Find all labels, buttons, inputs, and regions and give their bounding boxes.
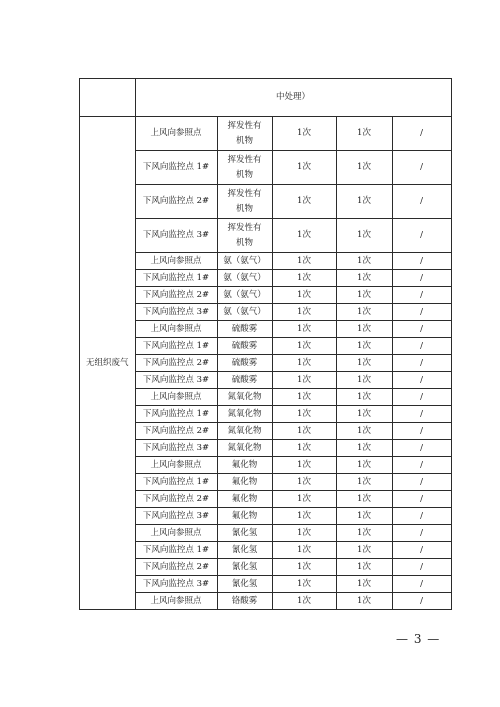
pollutant-cell: 硫酸雾 [217,321,272,338]
note-cell: / [392,491,451,508]
frequency-cell: 1次 [272,219,336,253]
monitoring-point-cell: 上风向参照点 [135,253,217,270]
table-row [80,491,452,508]
table-row [80,219,452,253]
note-cell: / [392,423,451,440]
table-row [80,338,452,355]
note-cell: / [392,355,451,372]
table-row [80,593,452,610]
frequency-cell: 1次 [272,389,336,406]
frequency-cell: 1次 [272,457,336,474]
count-cell: 1次 [336,338,392,355]
count-cell: 1次 [336,593,392,610]
monitoring-point-cell: 下风向监控点 3# [135,440,217,457]
frequency-cell: 1次 [272,287,336,304]
monitoring-point-cell: 下风向监控点 2# [135,491,217,508]
count-cell: 1次 [336,253,392,270]
frequency-cell: 1次 [272,576,336,593]
table-row [80,457,452,474]
count-cell: 1次 [336,151,392,185]
monitoring-point-cell: 下风向监控点 3# [135,304,217,321]
monitoring-table [79,78,452,610]
monitoring-point-cell: 下风向监控点 3# [135,576,217,593]
pollutant-cell: 氨（氨气） [217,270,272,287]
table-row [80,474,452,491]
pollutant-cell: 氮氧化物 [217,389,272,406]
monitoring-point-cell: 下风向监控点 1# [135,474,217,491]
note-cell: / [392,440,451,457]
note-cell: / [392,559,451,576]
pollutant-cell: 挥发性有机物 [217,151,272,185]
count-cell: 1次 [336,423,392,440]
note-cell: / [392,338,451,355]
table-row [80,270,452,287]
monitoring-point-cell: 下风向监控点 3# [135,219,217,253]
note-cell: / [392,508,451,525]
count-cell: 1次 [336,525,392,542]
pollutant-cell: 硫酸雾 [217,372,272,389]
frequency-cell: 1次 [272,185,336,219]
count-cell: 1次 [336,576,392,593]
count-cell: 1次 [336,219,392,253]
note-cell: / [392,253,451,270]
note-cell: / [392,389,451,406]
continued-text: 中处理） [135,79,451,117]
count-cell: 1次 [336,287,392,304]
monitoring-point-cell: 上风向参照点 [135,321,217,338]
count-cell: 1次 [336,372,392,389]
table-row [80,304,452,321]
frequency-cell: 1次 [272,372,336,389]
table-row [80,151,452,185]
monitoring-point-cell: 下风向监控点 3# [135,508,217,525]
note-cell: / [392,474,451,491]
count-cell: 1次 [336,355,392,372]
note-cell: / [392,304,451,321]
pollutant-cell: 氟化物 [217,508,272,525]
pollutant-cell: 氮氧化物 [217,440,272,457]
count-cell: 1次 [336,117,392,151]
table-row [80,355,452,372]
table-row [80,423,452,440]
pollutant-cell: 氰化氢 [217,542,272,559]
pollutant-cell: 挥发性有机物 [217,185,272,219]
pollutant-cell: 铬酸雾 [217,593,272,610]
note-cell: / [392,457,451,474]
count-cell: 1次 [336,559,392,576]
table-row [80,406,452,423]
monitoring-point-cell: 下风向监控点 3# [135,372,217,389]
frequency-cell: 1次 [272,559,336,576]
category-cell: 无组织废气 [80,117,136,610]
count-cell: 1次 [336,457,392,474]
count-cell: 1次 [336,321,392,338]
note-cell: / [392,542,451,559]
count-cell: 1次 [336,474,392,491]
pollutant-cell: 硫酸雾 [217,355,272,372]
count-cell: 1次 [336,270,392,287]
pollutant-cell: 挥发性有机物 [217,117,272,151]
table-row [80,389,452,406]
frequency-cell: 1次 [272,304,336,321]
table-row [80,525,452,542]
monitoring-point-cell: 下风向监控点 1# [135,270,217,287]
table-row [80,542,452,559]
monitoring-point-cell: 下风向监控点 2# [135,355,217,372]
monitoring-point-cell: 下风向监控点 2# [135,559,217,576]
note-cell: / [392,576,451,593]
frequency-cell: 1次 [272,542,336,559]
frequency-cell: 1次 [272,474,336,491]
frequency-cell: 1次 [272,355,336,372]
frequency-cell: 1次 [272,423,336,440]
pollutant-cell: 氟化物 [217,491,272,508]
note-cell: / [392,270,451,287]
count-cell: 1次 [336,508,392,525]
note-cell: / [392,593,451,610]
frequency-cell: 1次 [272,270,336,287]
frequency-cell: 1次 [272,593,336,610]
pollutant-cell: 氰化氢 [217,559,272,576]
note-cell: / [392,287,451,304]
table-row [80,287,452,304]
frequency-cell: 1次 [272,491,336,508]
table-row [80,117,452,151]
pollutant-cell: 氰化氢 [217,525,272,542]
table-row [80,440,452,457]
monitoring-point-cell: 上风向参照点 [135,117,217,151]
pollutant-cell: 硫酸雾 [217,338,272,355]
monitoring-point-cell: 上风向参照点 [135,593,217,610]
count-cell: 1次 [336,542,392,559]
continued-row [80,79,452,117]
table-row [80,321,452,338]
pollutant-cell: 氰化氢 [217,576,272,593]
count-cell: 1次 [336,440,392,457]
pollutant-cell: 氮氧化物 [217,423,272,440]
frequency-cell: 1次 [272,525,336,542]
monitoring-point-cell: 下风向监控点 2# [135,287,217,304]
frequency-cell: 1次 [272,321,336,338]
note-cell: / [392,185,451,219]
page-number: — 3 — [396,632,441,646]
monitoring-point-cell: 下风向监控点 1# [135,151,217,185]
monitoring-point-cell: 下风向监控点 1# [135,542,217,559]
frequency-cell: 1次 [272,338,336,355]
table-row [80,185,452,219]
pollutant-cell: 氟化物 [217,457,272,474]
pollutant-cell: 挥发性有机物 [217,219,272,253]
monitoring-point-cell: 上风向参照点 [135,457,217,474]
table-row [80,508,452,525]
frequency-cell: 1次 [272,440,336,457]
count-cell: 1次 [336,304,392,321]
frequency-cell: 1次 [272,406,336,423]
table-row [80,372,452,389]
pollutant-cell: 氨（氨气） [217,287,272,304]
pollutant-cell: 氨（氨气） [217,253,272,270]
note-cell: / [392,321,451,338]
pollutant-cell: 氟化物 [217,474,272,491]
table-row [80,576,452,593]
frequency-cell: 1次 [272,117,336,151]
frequency-cell: 1次 [272,253,336,270]
monitoring-point-cell: 下风向监控点 1# [135,338,217,355]
note-cell: / [392,525,451,542]
pollutant-cell: 氮氧化物 [217,406,272,423]
table-row [80,253,452,270]
monitoring-point-cell: 上风向参照点 [135,389,217,406]
table-row [80,559,452,576]
note-cell: / [392,219,451,253]
count-cell: 1次 [336,389,392,406]
monitoring-point-cell: 上风向参照点 [135,525,217,542]
note-cell: / [392,372,451,389]
note-cell: / [392,151,451,185]
count-cell: 1次 [336,491,392,508]
pollutant-cell: 氨（氨气） [217,304,272,321]
table-body [80,79,452,610]
count-cell: 1次 [336,185,392,219]
note-cell: / [392,406,451,423]
blank-cell [80,79,136,117]
count-cell: 1次 [336,406,392,423]
frequency-cell: 1次 [272,151,336,185]
note-cell: / [392,117,451,151]
monitoring-point-cell: 下风向监控点 2# [135,423,217,440]
frequency-cell: 1次 [272,508,336,525]
monitoring-point-cell: 下风向监控点 2# [135,185,217,219]
monitoring-point-cell: 下风向监控点 1# [135,406,217,423]
